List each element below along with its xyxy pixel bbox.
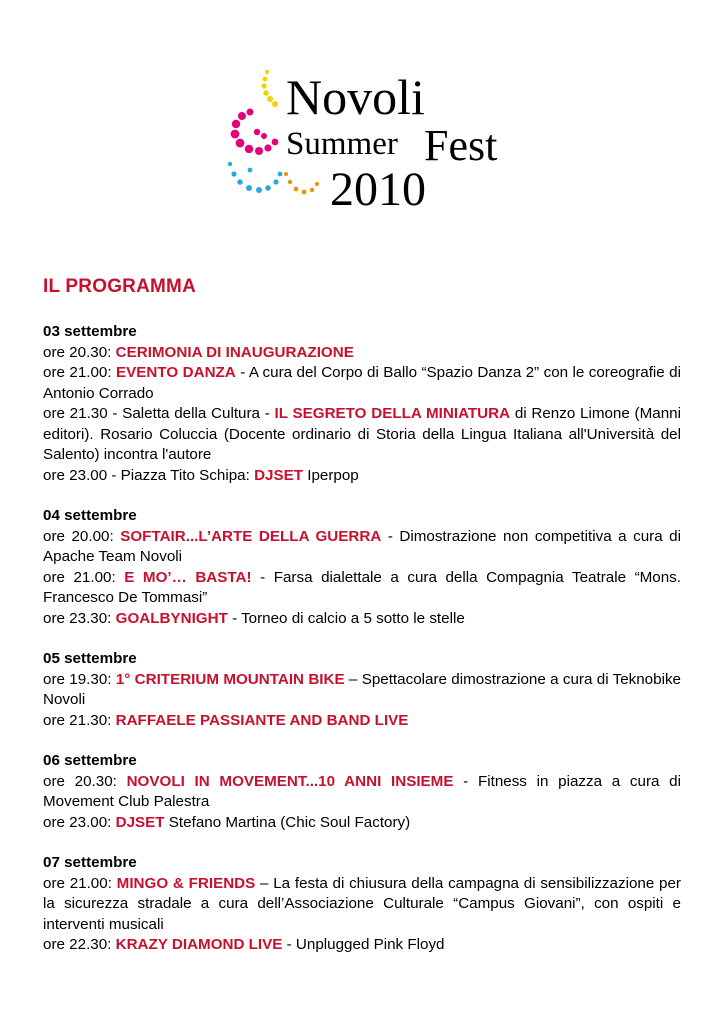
day-date: 05 settembre bbox=[43, 650, 137, 667]
event-title: NOVOLI IN MOVEMENT...10 ANNI INSIEME bbox=[126, 772, 454, 790]
event-time: ore 21.00: bbox=[43, 874, 117, 892]
day-date: 03 settembre bbox=[43, 323, 137, 340]
event-description: - A cura del Corpo di Ballo “Spazio Danza 2” con le coreografie di Antonio Corrado bbox=[43, 364, 681, 402]
event-item bbox=[43, 363, 681, 404]
day-block bbox=[43, 751, 681, 833]
day-block bbox=[43, 649, 681, 731]
page-title: IL PROGRAMMA bbox=[43, 276, 196, 297]
event-time: ore 23.30: bbox=[43, 609, 116, 627]
event-description: - Farsa dialettale a cura della Compagnia Teatrale “Mons. Francesco De Tommasi” bbox=[43, 568, 681, 606]
event-title: RAFFAELE PASSIANTE AND BAND LIVE bbox=[115, 711, 409, 729]
event-title: EVENTO DANZA bbox=[116, 364, 236, 381]
event-description: - Unplugged Pink Floyd bbox=[282, 936, 445, 953]
event-time: ore 20.00: bbox=[43, 527, 121, 545]
logo-word-novoli: Novoli bbox=[286, 69, 425, 125]
event-item bbox=[43, 711, 681, 732]
event-title: KRAZY DIAMOND LIVE bbox=[115, 936, 283, 953]
festival-logo bbox=[220, 62, 530, 216]
program-content bbox=[43, 276, 681, 976]
event-time: ore 20.30: bbox=[43, 343, 116, 361]
event-time: ore 20.30: bbox=[43, 772, 127, 790]
event-title: E MO’… BASTA! bbox=[124, 568, 252, 586]
event-title: GOALBYNIGHT bbox=[115, 609, 228, 627]
event-description: - Fitness in piazza a cura di Movement Club Palestra bbox=[43, 772, 681, 810]
event-item bbox=[43, 404, 681, 466]
event-description: – Spettacolare dimostrazione a cura di Teknobike Novoli bbox=[43, 670, 681, 708]
event-item bbox=[43, 609, 681, 630]
event-time: ore 23.00: bbox=[43, 813, 116, 831]
event-item bbox=[43, 874, 681, 936]
event-time: ore 23.00 - Piazza Tito Schipa: bbox=[43, 466, 255, 484]
event-item bbox=[43, 813, 681, 834]
event-title: DJSET bbox=[254, 466, 304, 484]
day-block bbox=[43, 506, 681, 629]
event-title: 1° CRITERIUM MOUNTAIN BIKE bbox=[115, 670, 345, 688]
event-item bbox=[43, 670, 681, 711]
event-title: CERIMONIA DI INAUGURAZIONE bbox=[115, 343, 354, 361]
event-item bbox=[43, 343, 681, 364]
event-time: ore 21.00: bbox=[43, 364, 117, 381]
event-title: SOFTAIR...L’ARTE DELLA GUERRA bbox=[120, 527, 382, 545]
event-description: Iperpop bbox=[303, 466, 359, 484]
day-block bbox=[43, 322, 681, 486]
event-title: DJSET bbox=[115, 813, 165, 831]
logo-word-summer: Summer bbox=[286, 126, 398, 162]
event-time: ore 19.30: bbox=[43, 670, 116, 688]
event-description: - Dimostrazione non competitiva a cura di Apache Team Novoli bbox=[43, 527, 682, 565]
event-item bbox=[43, 466, 681, 487]
event-time: ore 21.30: bbox=[43, 711, 116, 729]
logo-year: 2010 bbox=[330, 163, 426, 216]
event-time: ore 22.30: bbox=[43, 936, 116, 953]
day-block bbox=[43, 853, 681, 956]
event-item bbox=[43, 772, 681, 813]
day-date: 06 settembre bbox=[43, 752, 137, 769]
event-item bbox=[43, 527, 681, 568]
event-description: – La festa di chiusura della campagna di sensibilizzazione per la sicurezza stradale a cura dell’Associazione Culturale “Campus Giovani”, con ospiti e interventi musicali bbox=[43, 874, 681, 933]
event-time: ore 21.30 - Saletta della Cultura - bbox=[43, 405, 275, 422]
day-date: 07 settembre bbox=[43, 854, 137, 871]
event-description: - Torneo di calcio a 5 sotto le stelle bbox=[227, 609, 465, 627]
event-description: di Renzo Limone (Manni editori). Rosario Coluccia (Docente ordinario di Storia della Lingua Italiana all'Università del Salento) incontra l'autore bbox=[43, 405, 681, 463]
event-item bbox=[43, 568, 681, 609]
logo-word-fest: Fest bbox=[424, 121, 498, 170]
event-item bbox=[43, 935, 681, 956]
event-time: ore 21.00: bbox=[43, 568, 125, 586]
event-title: IL SEGRETO DELLA MINIATURA bbox=[274, 405, 511, 422]
event-description: Stefano Martina (Chic Soul Factory) bbox=[164, 813, 411, 831]
event-title: MINGO & FRIENDS bbox=[116, 874, 256, 892]
day-date: 04 settembre bbox=[43, 507, 137, 524]
